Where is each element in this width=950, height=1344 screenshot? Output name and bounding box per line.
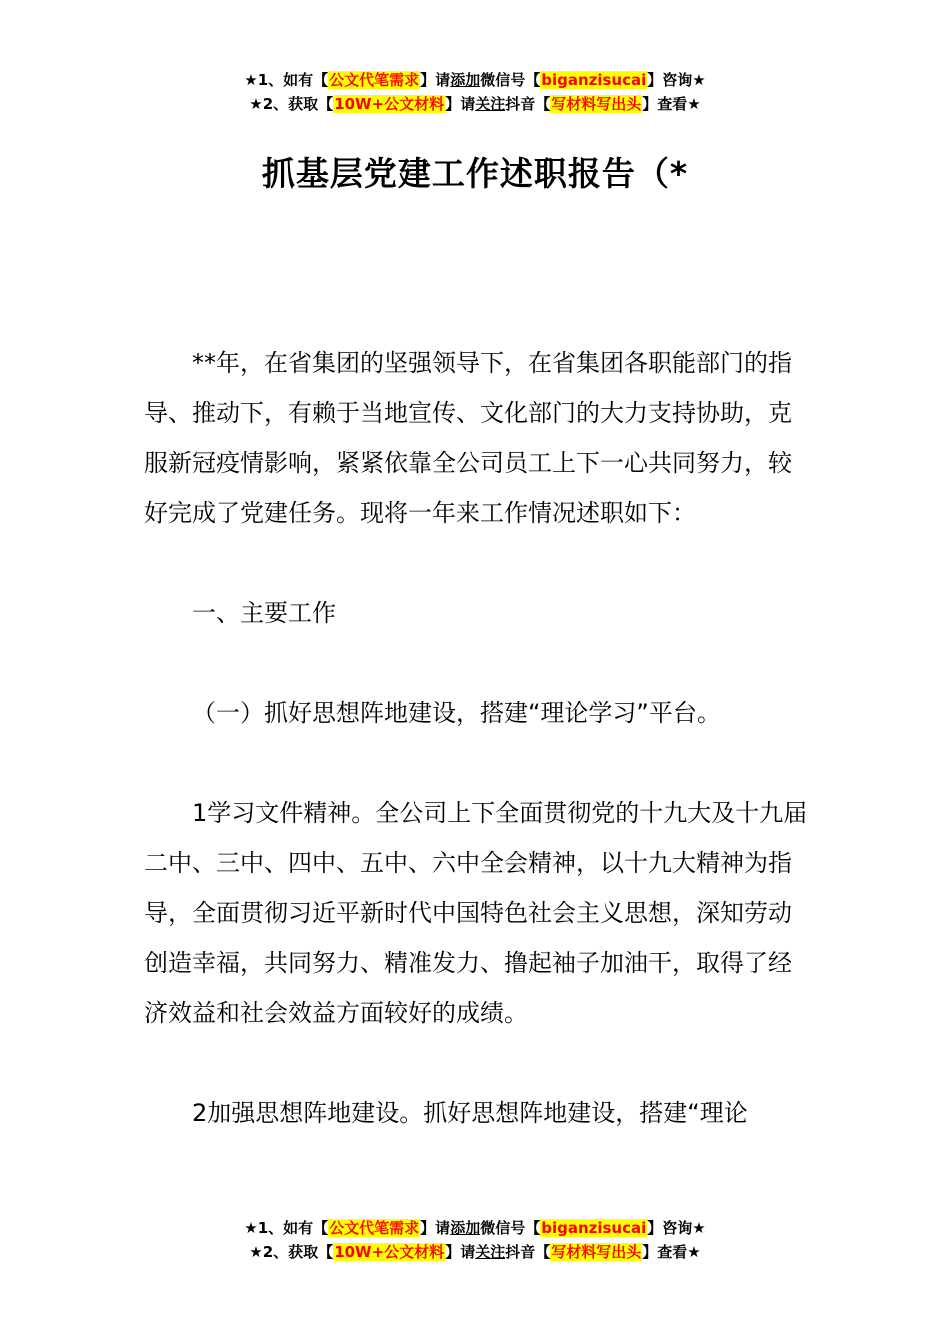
- follow-emphasis: 关注: [475, 1243, 506, 1261]
- banner-text: 】请: [445, 1243, 476, 1261]
- banner-line-2: [0, 92, 950, 116]
- banner-line-1: [0, 68, 950, 92]
- banner-text: 】查看★: [642, 1243, 701, 1261]
- banner-text: 微信号【: [480, 71, 541, 89]
- item-paragraph-1: 1学习文件精神。全公司上下全面贯彻党的十九大及十九届二中、三中、四中、五中、六中全会精神，以十九大精神为指导，全面贯彻习近平新时代中国特色社会主义思想，深知劳动创造幸福，共同努力、精准发力、撸起袖子加油干，取得了经济效益和社会效益方面较好的成绩。: [144, 799, 808, 1027]
- douyin-highlight: 写材料写出头: [551, 1243, 642, 1261]
- add-emphasis: 添加: [450, 1219, 481, 1237]
- banner-text: 】请: [445, 95, 476, 113]
- wechat-id-highlight: biganzisucai: [541, 1219, 647, 1237]
- footer-banner: [0, 1216, 950, 1264]
- banner-text: 微信号【: [480, 1219, 541, 1237]
- service-highlight: 公文代笔需求: [329, 71, 420, 89]
- paragraph-gap: [144, 1038, 809, 1088]
- add-emphasis: 添加: [450, 71, 481, 89]
- paragraph-gap: [144, 638, 809, 688]
- document-title: 抓基层党建工作述职报告（*: [261, 154, 689, 193]
- document-body: [144, 338, 809, 1138]
- banner-text: 】查看★: [642, 95, 701, 113]
- section-heading: 一、主要工作: [192, 599, 336, 627]
- banner-text: ★1、如有【: [244, 1219, 329, 1237]
- wechat-id-highlight: biganzisucai: [541, 71, 647, 89]
- material-highlight: 10W+公文材料: [334, 1243, 445, 1261]
- banner-text: ★1、如有【: [244, 71, 329, 89]
- douyin-highlight: 写材料写出头: [551, 95, 642, 113]
- intro-paragraph: **年，在省集团的坚强领导下，在省集团各职能部门的指导、推动下，有赖于当地宣传、文化部门的大力支持协助，克服新冠疫情影响，紧紧依靠全公司员工上下一心共同努力，较好完成了党建任务。现将一年来工作情况述职如下：: [144, 349, 792, 527]
- paragraph-gap: [144, 738, 809, 788]
- banner-text: 抖音【: [505, 1243, 551, 1261]
- service-highlight: 公文代笔需求: [329, 1219, 420, 1237]
- banner-text: 】请: [420, 71, 451, 89]
- banner-line-2: [0, 1240, 950, 1264]
- subsection-heading: （一）抓好思想阵地建设，搭建“理论学习”平台。: [192, 699, 721, 727]
- item-paragraph-2: 2加强思想阵地建设。抓好思想阵地建设，搭建“理论: [192, 1099, 748, 1127]
- banner-line-1: [0, 1216, 950, 1240]
- banner-text: 】请: [420, 1219, 451, 1237]
- banner-text: 】咨询★: [647, 71, 706, 89]
- banner-text: ★2、获取【: [249, 95, 334, 113]
- follow-emphasis: 关注: [475, 95, 506, 113]
- banner-text: 】咨询★: [647, 1219, 706, 1237]
- banner-text: 抖音【: [505, 95, 551, 113]
- material-highlight: 10W+公文材料: [334, 95, 445, 113]
- paragraph-gap: [144, 538, 809, 588]
- banner-text: ★2、获取【: [249, 1243, 334, 1261]
- header-banner: [0, 68, 950, 116]
